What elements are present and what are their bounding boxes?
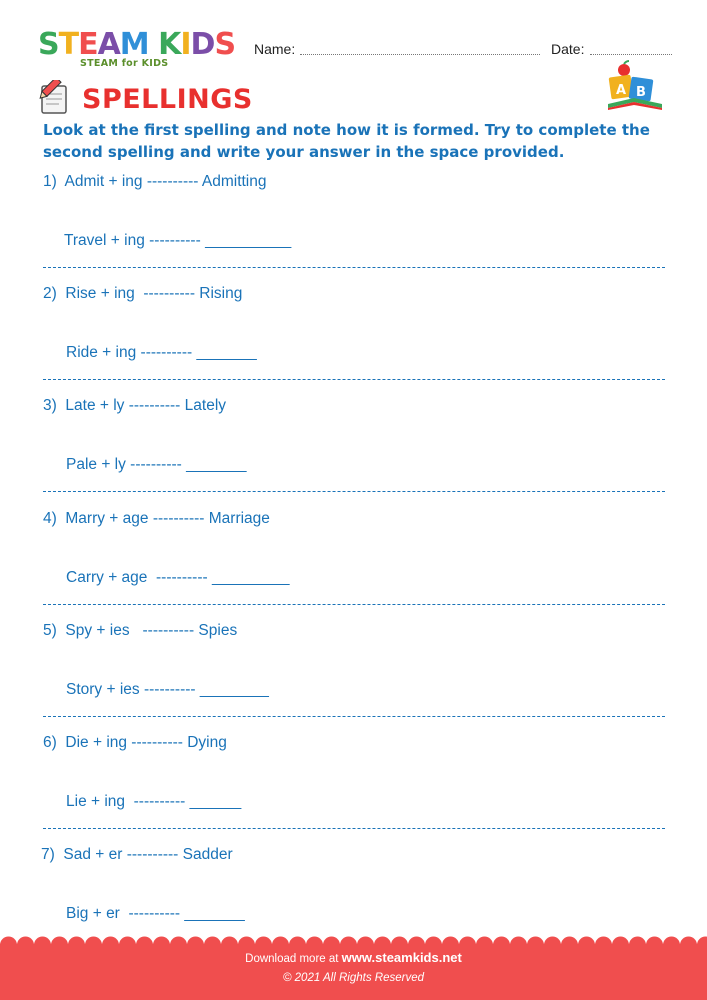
example-spelling: 1) Admit + ing ---------- Admitting [43,173,267,190]
question-divider [43,491,665,492]
question-divider [43,828,665,829]
answer-prompt[interactable]: Big + er ---------- _______ [66,905,245,923]
logo-letter: A [97,27,120,62]
logo-letter: I [180,27,191,62]
logo-subtitle: STEAM for KIDS [80,58,169,69]
answer-prompt[interactable]: Story + ies ---------- ________ [66,680,269,698]
answer-prompt[interactable]: Ride + ing ---------- _______ [66,344,257,362]
answer-prompt[interactable]: Pale + ly ---------- _______ [66,456,247,474]
example-spelling: 3) Late + ly ---------- Lately [43,397,227,415]
answer-prompt[interactable]: Carry + age ---------- _________ [66,568,290,586]
logo-letter: K [158,27,181,62]
logo-letter: E [78,27,98,62]
logo-wordmark [38,27,238,62]
question-divider [43,716,665,717]
example-spelling: 6) Die + ing ---------- Dying [43,734,227,751]
steam-kids-logo [38,27,238,72]
example-spelling: 2) Rise + ing ---------- Rising [43,285,243,303]
logo-letter: S [38,27,59,62]
abc-books-icon [604,60,666,112]
instructions-text: Look at the first spelling and note how it is formed. Try to complete the second spelling and write your answer in the space provided. [43,121,650,161]
answer-prompt[interactable]: Lie + ing ---------- ______ [66,793,242,810]
logo-letter: D [190,27,215,62]
footer-download-prefix: Download more at [245,953,339,965]
svg-text:B: B [636,85,646,100]
logo-letter: T [58,27,79,62]
name-field-line[interactable] [300,54,540,55]
footer-copyright: © 2021 All Rights Reserved [282,972,424,984]
footer-site-link[interactable]: www.steamkids.net [341,950,462,965]
question-divider [43,379,665,380]
date-label: Date: [551,41,585,57]
logo-space [149,27,158,62]
footer-download-line [0,950,707,965]
date-field-line[interactable] [590,54,672,55]
answer-prompt[interactable]: Travel + ing ---------- __________ [64,232,292,249]
name-label: Name: [254,41,296,57]
question-divider [43,267,665,268]
worksheet-title: SPELLINGS [82,84,253,115]
logo-letter: M [119,27,149,62]
pencil-paper-icon [37,80,71,116]
svg-text:A: A [616,83,627,98]
logo-letter: S [214,27,236,62]
question-divider [43,604,665,605]
example-spelling: 7) Sad + er ---------- Sadder [41,846,233,864]
example-spelling: 5) Spy + ies ---------- Spies [43,621,238,639]
example-spelling: 4) Marry + age ---------- Marriage [43,509,270,527]
